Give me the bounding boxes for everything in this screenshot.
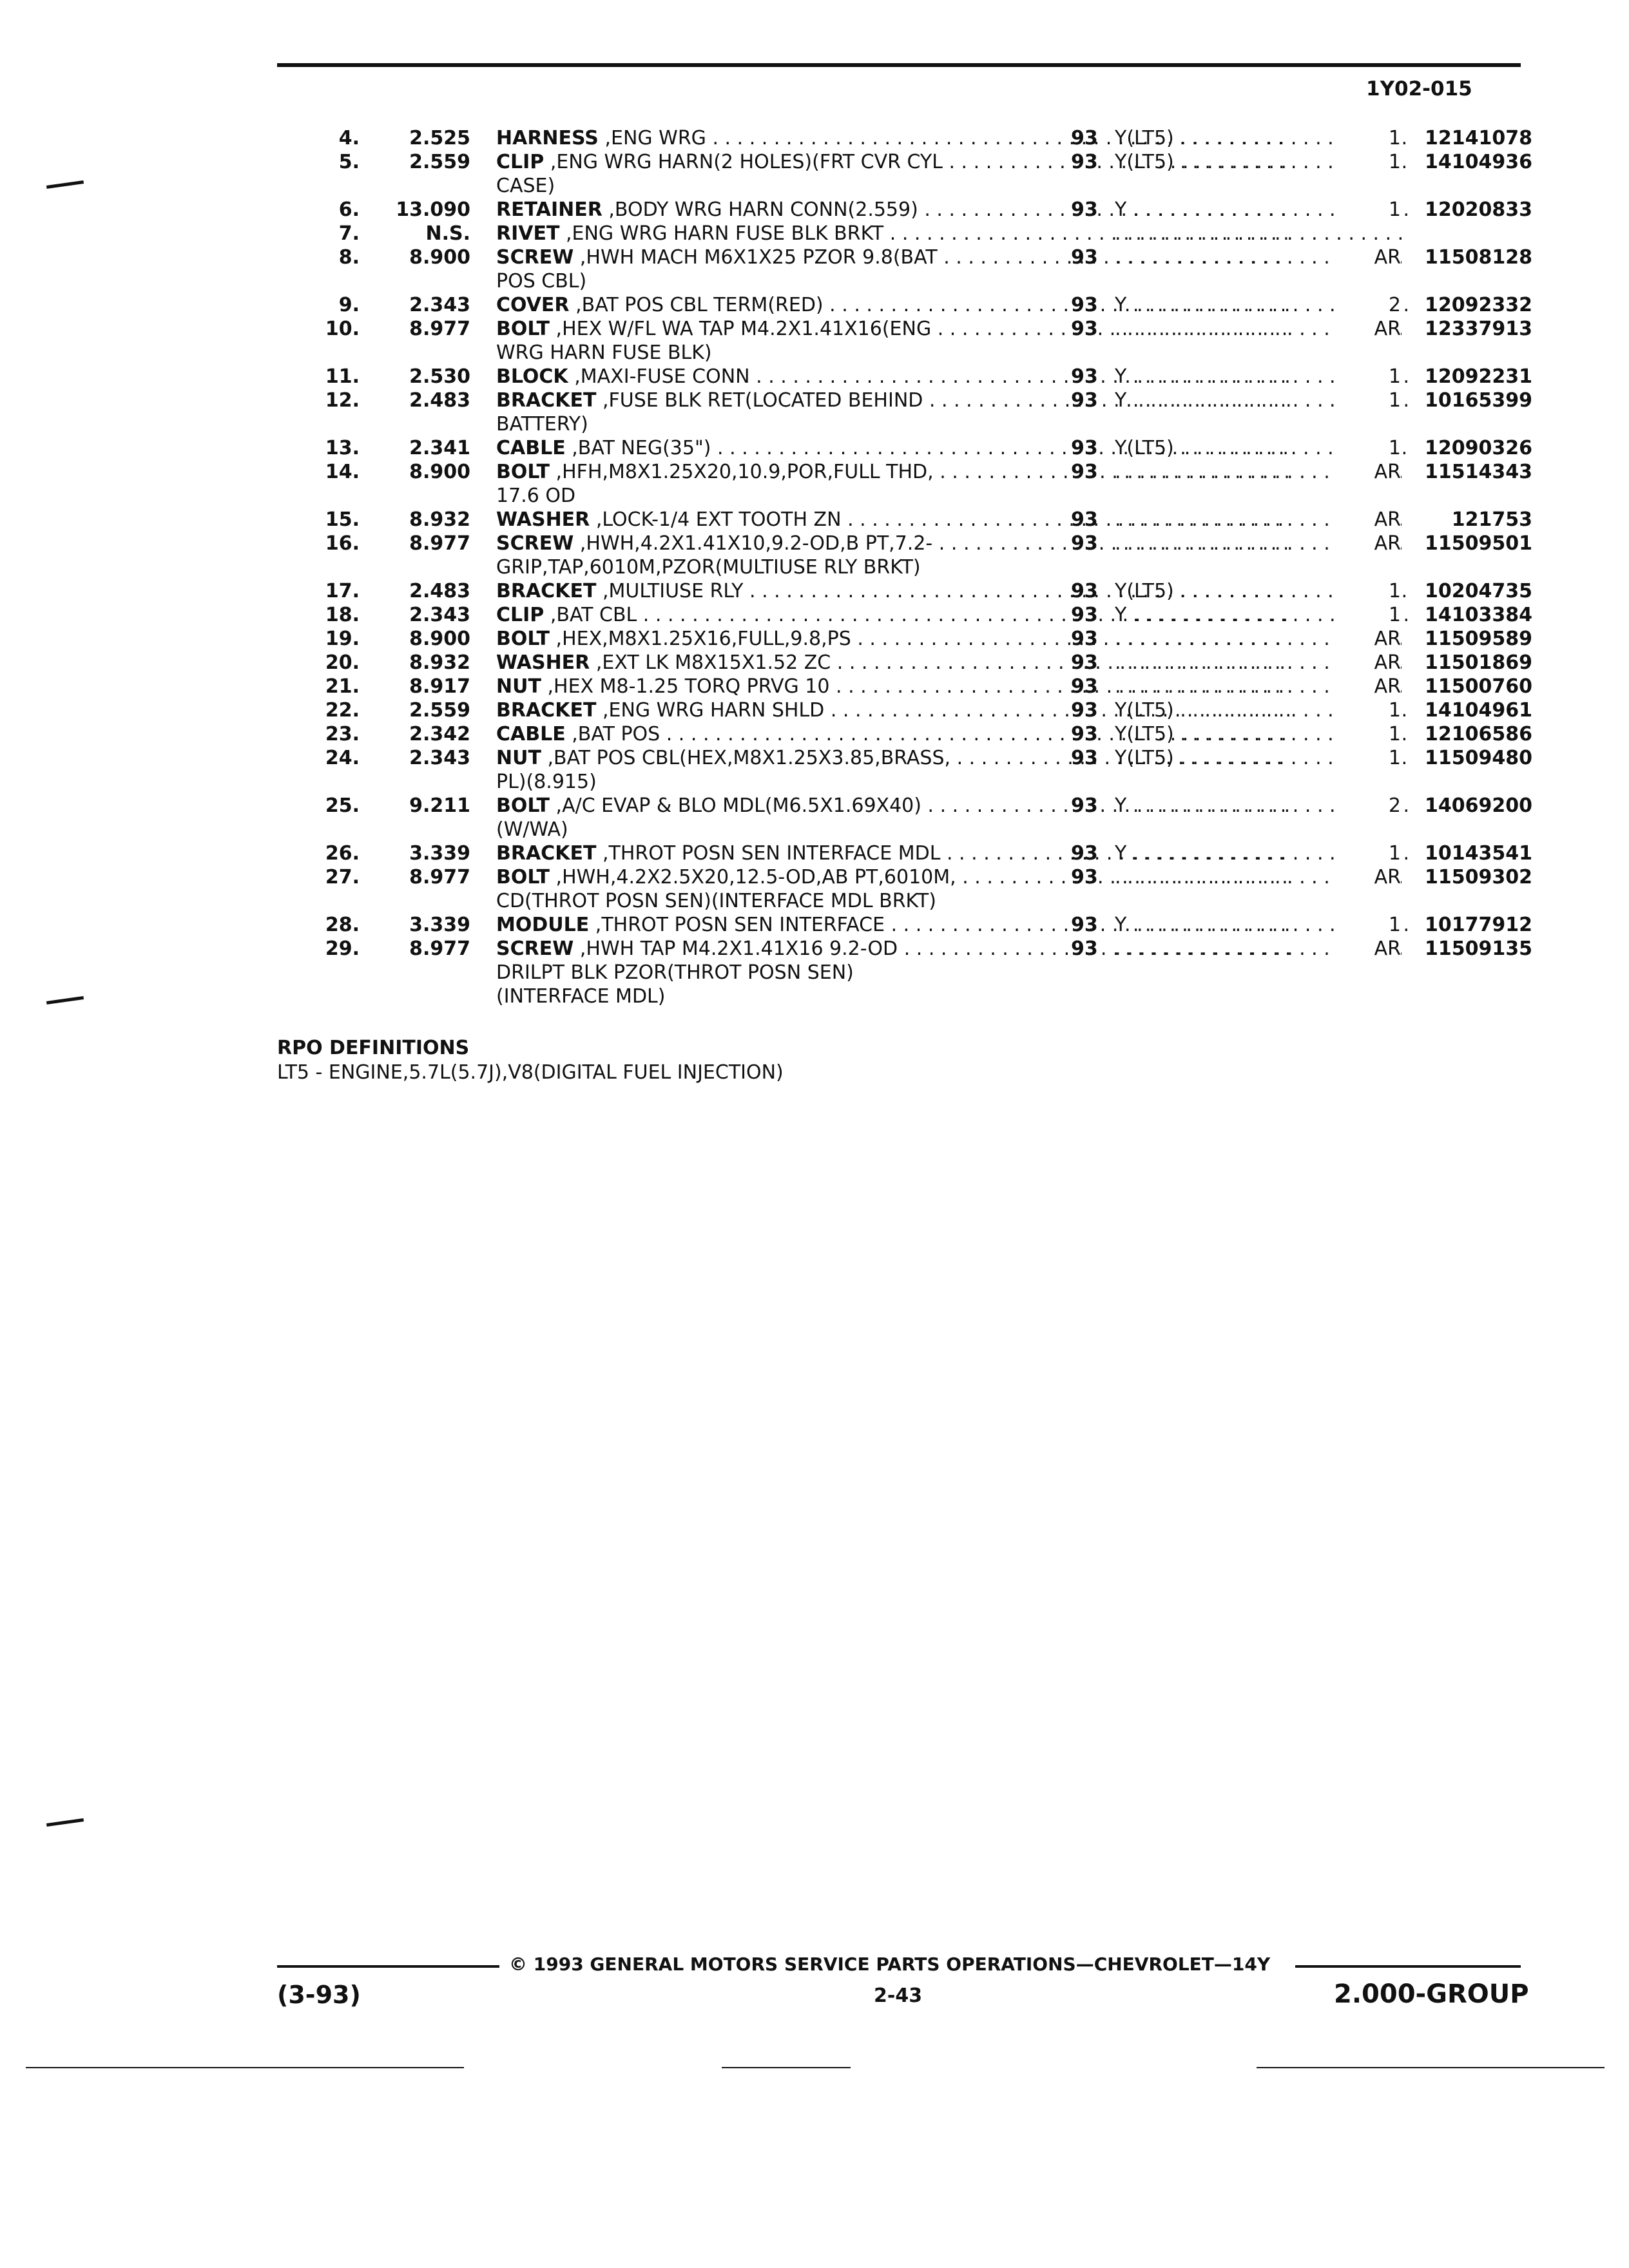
quantity: 1 [1334, 698, 1401, 722]
part-name: WASHER [496, 651, 590, 674]
part-number: 14104936 [1425, 151, 1532, 173]
model-year: 93 [1071, 127, 1098, 149]
part-detail: ,MAXI-FUSE CONN [574, 365, 750, 388]
part-name: BRACKET [496, 580, 597, 602]
part-detail: ,BAT POS CBL TERM(RED) [575, 294, 824, 316]
usage-text: Y [1115, 604, 1127, 626]
usage-text: Y [1115, 842, 1127, 865]
model-year: 93 [1071, 866, 1098, 889]
part-detail: ,BAT NEG(35") [572, 437, 711, 459]
part-number: 11509480 [1425, 747, 1532, 769]
part-detail: ,HEX M8-1.25 TORQ PRVG 10 [547, 675, 830, 698]
group-number: 2.525 [409, 127, 470, 149]
group-number: 9.211 [409, 794, 470, 817]
part-name: CABLE [496, 437, 566, 459]
top-rule [277, 63, 1521, 67]
item-number: 18. [325, 604, 360, 626]
part-name: BOLT [496, 461, 550, 483]
parts-row [277, 532, 1534, 579]
part-detail: ,LOCK-1/4 EXT TOOTH ZN [595, 508, 842, 531]
parts-row [277, 627, 1534, 651]
parts-row [277, 698, 1534, 722]
part-name: WASHER [496, 508, 590, 531]
item-number: 29. [325, 937, 360, 960]
quantity: 1 [1334, 389, 1401, 412]
quantity: 1 [1334, 746, 1401, 770]
part-number: 10143541 [1425, 842, 1532, 865]
group-number: 2.483 [409, 580, 470, 602]
group-number: 8.977 [409, 937, 470, 960]
item-number: 24. [325, 747, 360, 769]
part-detail: ,HWH,4.2X1.41X10,9.2-OD,B PT,7.2- [579, 532, 933, 555]
model-year: 93 [1071, 389, 1098, 412]
part-number: 11500760 [1425, 675, 1532, 698]
part-detail: ,MULTIUSE RLY [602, 580, 744, 602]
model-year: 93 [1071, 842, 1098, 865]
part-name: BOLT [496, 318, 550, 340]
description-continuation: WRG HARN FUSE BLK) [496, 341, 712, 364]
binder-mark [46, 996, 84, 1004]
part-number: 12092332 [1425, 294, 1532, 316]
part-name: NUT [496, 747, 541, 769]
part-name: SCREW [496, 937, 574, 960]
model-year: 93 [1071, 580, 1098, 602]
quantity: AR [1334, 317, 1401, 341]
usage-text: Y(LT5) [1115, 580, 1174, 602]
quantity: 1 [1334, 603, 1401, 627]
part-number: 11509135 [1425, 937, 1532, 960]
part-name: BRACKET [496, 389, 597, 412]
part-detail: ,BODY WRG HARN CONN(2.559) [608, 198, 918, 221]
parts-row [277, 245, 1534, 293]
item-number: 6. [338, 198, 360, 221]
description-continuation: (INTERFACE MDL) [496, 985, 666, 1008]
parts-row [277, 436, 1534, 460]
part-detail: ,HEX,M8X1.25X16,FULL,9.8,PS [555, 628, 851, 650]
quantity: 1 [1334, 365, 1401, 389]
parts-row [277, 675, 1534, 698]
description-continuation: POS CBL) [496, 270, 587, 293]
description-continuation: CD(THROT POSN SEN)(INTERFACE MDL BRKT) [496, 890, 936, 912]
part-name: BOLT [496, 866, 550, 889]
parts-row [277, 937, 1534, 1008]
part-number: 14103384 [1425, 604, 1532, 626]
rpo-definition: LT5 - ENGINE,5.7L(5.7J),V8(DIGITAL FUEL INJECTION) [277, 1061, 784, 1084]
item-number: 21. [325, 675, 360, 698]
parts-row [277, 508, 1534, 532]
item-number: 10. [325, 318, 360, 340]
part-name: NUT [496, 675, 541, 698]
model-year: 93 [1071, 723, 1098, 745]
usage-text: Y [1115, 198, 1127, 221]
part-detail: ,HWH TAP M4.2X1.41X16 9.2-OD [579, 937, 898, 960]
model-year: 93 [1071, 246, 1098, 269]
item-number: 8. [338, 246, 360, 269]
part-number: 12141078 [1425, 127, 1532, 149]
group-number: 8.900 [409, 628, 470, 650]
part-detail: ,HWH,4.2X2.5X20,12.5-OD,AB PT,6010M, [555, 866, 956, 889]
group-number: 8.900 [409, 461, 470, 483]
parts-row [277, 389, 1534, 436]
parts-row [277, 317, 1534, 365]
parts-row [277, 579, 1534, 603]
group-number: 8.900 [409, 246, 470, 269]
part-name: COVER [496, 294, 570, 316]
item-number: 23. [325, 723, 360, 745]
parts-row [277, 126, 1534, 150]
part-detail: ,BAT POS [572, 723, 660, 745]
quantity: AR [1334, 245, 1401, 269]
model-year: 93 [1071, 699, 1098, 722]
model-year: 93 [1071, 151, 1098, 173]
quantity: 2 [1334, 293, 1401, 317]
group-number: 2.343 [409, 294, 470, 316]
item-number: 16. [325, 532, 360, 555]
parts-row [277, 746, 1534, 794]
part-number: 10165399 [1425, 389, 1532, 412]
quantity: AR [1334, 675, 1401, 698]
usage-code [1115, 222, 1411, 245]
description-continuation: (W/WA) [496, 818, 568, 841]
part-number: 11508128 [1425, 246, 1532, 269]
part-number: 10204735 [1425, 580, 1532, 602]
description-continuation: 17.6 OD [496, 485, 576, 507]
item-number: 25. [325, 794, 360, 817]
part-number: 11501869 [1425, 651, 1532, 674]
item-number: 14. [325, 461, 360, 483]
part-number: 10177912 [1425, 914, 1532, 936]
part-number: 14069200 [1425, 794, 1532, 817]
item-number: 20. [325, 651, 360, 674]
group-number: 2.559 [409, 151, 470, 173]
model-year: 93 [1071, 628, 1098, 650]
part-name: SCREW [496, 246, 574, 269]
item-number: 13. [325, 437, 360, 459]
group-number: 2.342 [409, 723, 470, 745]
quantity: AR [1334, 627, 1401, 651]
footer-copyright: © 1993 GENERAL MOTORS SERVICE PARTS OPERATIONS—CHEVROLET—14Y [509, 1954, 1271, 1975]
quantity: AR [1334, 651, 1401, 675]
model-year: 93 [1071, 937, 1098, 960]
usage-text: Y [1115, 794, 1127, 817]
group-number: 8.977 [409, 866, 470, 889]
group-number: 2.530 [409, 365, 470, 388]
quantity: AR [1334, 508, 1401, 532]
item-number: 26. [325, 842, 360, 865]
bottom-scan-line [26, 2067, 464, 2068]
group-number: 8.917 [409, 675, 470, 698]
parts-row [277, 198, 1534, 222]
part-name: RIVET [496, 222, 560, 245]
description-continuation: PL)(8.915) [496, 771, 597, 793]
rpo-title: RPO DEFINITIONS [277, 1037, 470, 1059]
part-name: BOLT [496, 628, 550, 650]
item-number: 12. [325, 389, 360, 412]
part-name: BRACKET [496, 699, 597, 722]
part-detail: ,ENG WRG HARN SHLD [602, 699, 825, 722]
part-number: 11514343 [1425, 461, 1532, 483]
quantity: 1 [1334, 841, 1401, 865]
group-number: 8.932 [409, 508, 470, 531]
quantity: AR [1334, 937, 1401, 961]
part-name: CLIP [496, 604, 545, 626]
part-detail: ,FUSE BLK RET(LOCATED BEHIND [602, 389, 923, 412]
part-detail: ,THROT POSN SEN INTERFACE MDL [602, 842, 941, 865]
part-detail: ,BAT POS CBL(HEX,M8X1.25X3.85,BRASS, [547, 747, 951, 769]
parts-row [277, 222, 1534, 245]
quantity: AR [1334, 532, 1401, 555]
rpo-definitions [277, 1036, 784, 1085]
model-year: 93 [1071, 365, 1098, 388]
model-year: 93 [1071, 675, 1098, 698]
part-name: HARNESS [496, 127, 599, 149]
part-name: BRACKET [496, 842, 597, 865]
part-number: 12106586 [1425, 723, 1532, 745]
parts-row [277, 722, 1534, 746]
group-number: 3.339 [409, 914, 470, 936]
usage-text: Y(LT5) [1115, 747, 1174, 769]
part-name: MODULE [496, 914, 590, 936]
quantity: 1 [1334, 436, 1401, 460]
quantity: AR [1334, 865, 1401, 889]
group-number: 8.977 [409, 532, 470, 555]
parts-row [277, 150, 1534, 198]
item-number: 19. [325, 628, 360, 650]
part-number: 121753 [1451, 508, 1532, 531]
binder-mark [46, 1818, 84, 1827]
part-name: CABLE [496, 723, 566, 745]
model-year: 93 [1071, 198, 1098, 221]
part-detail: ,HEX W/FL WA TAP M4.2X1.41X16(ENG [555, 318, 932, 340]
bottom-scan-line [1257, 2067, 1605, 2068]
bottom-scan-line [722, 2067, 851, 2068]
group-number: 2.343 [409, 747, 470, 769]
item-number: 4. [338, 127, 360, 149]
item-number: 27. [325, 866, 360, 889]
usage-text: Y(LT5) [1115, 127, 1174, 149]
footer-page-number: 2-43 [874, 1984, 923, 2007]
item-number: 5. [338, 151, 360, 173]
part-number: 12020833 [1425, 198, 1532, 221]
item-number: 17. [325, 580, 360, 602]
usage-text: Y(LT5) [1115, 723, 1174, 745]
usage-text: Y [1115, 914, 1127, 936]
parts-row [277, 293, 1534, 317]
part-name: BLOCK [496, 365, 568, 388]
item-number: 9. [338, 294, 360, 316]
part-detail: ,ENG WRG HARN(2 HOLES)(FRT CVR CYL [550, 151, 943, 173]
item-number: 28. [325, 914, 360, 936]
part-number: 11509302 [1425, 866, 1532, 889]
model-year: 93 [1071, 532, 1098, 555]
description-continuation: BATTERY) [496, 413, 588, 436]
quantity: AR [1334, 460, 1401, 484]
usage-text: Y [1115, 389, 1127, 412]
model-year: 93 [1071, 914, 1098, 936]
part-detail: ,THROT POSN SEN INTERFACE [595, 914, 885, 936]
model-year: 93 [1071, 318, 1098, 340]
model-year: 93 [1071, 747, 1098, 769]
model-year: 93 [1071, 651, 1098, 674]
quantity: 2 [1334, 794, 1401, 818]
quantity: 1 [1334, 913, 1401, 937]
usage-text: Y [1115, 365, 1127, 388]
part-detail: ,HFH,M8X1.25X20,10.9,POR,FULL THD, [555, 461, 934, 483]
part-number: 11509501 [1425, 532, 1532, 555]
group-number: 13.090 [396, 198, 470, 221]
part-number: 12337913 [1425, 318, 1532, 340]
part-name: CLIP [496, 151, 545, 173]
parts-row [277, 603, 1534, 627]
description-continuation: GRIP,TAP,6010M,PZOR(MULTIUSE RLY BRKT) [496, 556, 921, 579]
part-detail: ,EXT LK M8X15X1.52 ZC [595, 651, 831, 674]
footer-rule-left [277, 1965, 499, 1968]
part-name: BOLT [496, 794, 550, 817]
part-detail: ,HWH MACH M6X1X25 PZOR 9.8(BAT [579, 246, 938, 269]
group-number: 2.483 [409, 389, 470, 412]
footer-rule-right [1295, 1965, 1521, 1968]
model-year: 93 [1071, 604, 1098, 626]
part-detail: ,BAT CBL [550, 604, 637, 626]
model-year: 93 [1071, 461, 1098, 483]
part-number: 12092231 [1425, 365, 1532, 388]
quantity: 1 [1334, 126, 1401, 150]
footer-date-code: (3-93) [277, 1981, 361, 2009]
group-number: 2.343 [409, 604, 470, 626]
group-number: 2.559 [409, 699, 470, 722]
item-number: 15. [325, 508, 360, 531]
part-detail: ,ENG WRG HARN FUSE BLK BRKT [565, 222, 884, 245]
parts-row [277, 651, 1534, 675]
part-number: 12090326 [1425, 437, 1532, 459]
description-continuation: DRILPT BLK PZOR(THROT POSN SEN) [496, 961, 854, 984]
binder-mark [46, 180, 84, 189]
quantity: 1 [1334, 722, 1401, 746]
model-year: 93 [1071, 794, 1098, 817]
quantity: 1 [1334, 198, 1401, 222]
item-number: 11. [325, 365, 360, 388]
group-number: 2.341 [409, 437, 470, 459]
model-year: 93 [1071, 294, 1098, 316]
parts-row [277, 365, 1534, 389]
part-number: 14104961 [1425, 699, 1532, 722]
part-name: SCREW [496, 532, 574, 555]
parts-row [277, 460, 1534, 508]
description-continuation: CASE) [496, 175, 555, 197]
group-number: 3.339 [409, 842, 470, 865]
part-detail: ,A/C EVAP & BLO MDL(M6.5X1.69X40) [555, 794, 921, 817]
page-code: 1Y02-015 [1366, 77, 1472, 101]
item-number: 22. [325, 699, 360, 722]
parts-row [277, 913, 1534, 937]
group-number: 8.932 [409, 651, 470, 674]
parts-row [277, 841, 1534, 865]
part-name: RETAINER [496, 198, 602, 221]
model-year: 93 [1071, 508, 1098, 531]
parts-row [277, 794, 1534, 841]
usage-text: Y(LT5) [1115, 151, 1174, 173]
footer-group: 2.000-GROUP [1334, 1979, 1529, 2009]
usage-text: Y [1115, 294, 1127, 316]
part-number: 11509589 [1425, 628, 1532, 650]
usage-text: Y(LT5) [1115, 437, 1174, 459]
part-detail: ,ENG WRG [604, 127, 706, 149]
group-number: N.S. [425, 222, 470, 245]
item-number: 7. [338, 222, 360, 245]
quantity: 1 [1334, 150, 1401, 174]
parts-row [277, 865, 1534, 913]
model-year: 93 [1071, 437, 1098, 459]
usage-text: Y(LT5) [1115, 699, 1174, 722]
group-number: 8.977 [409, 318, 470, 340]
quantity: 1 [1334, 579, 1401, 603]
